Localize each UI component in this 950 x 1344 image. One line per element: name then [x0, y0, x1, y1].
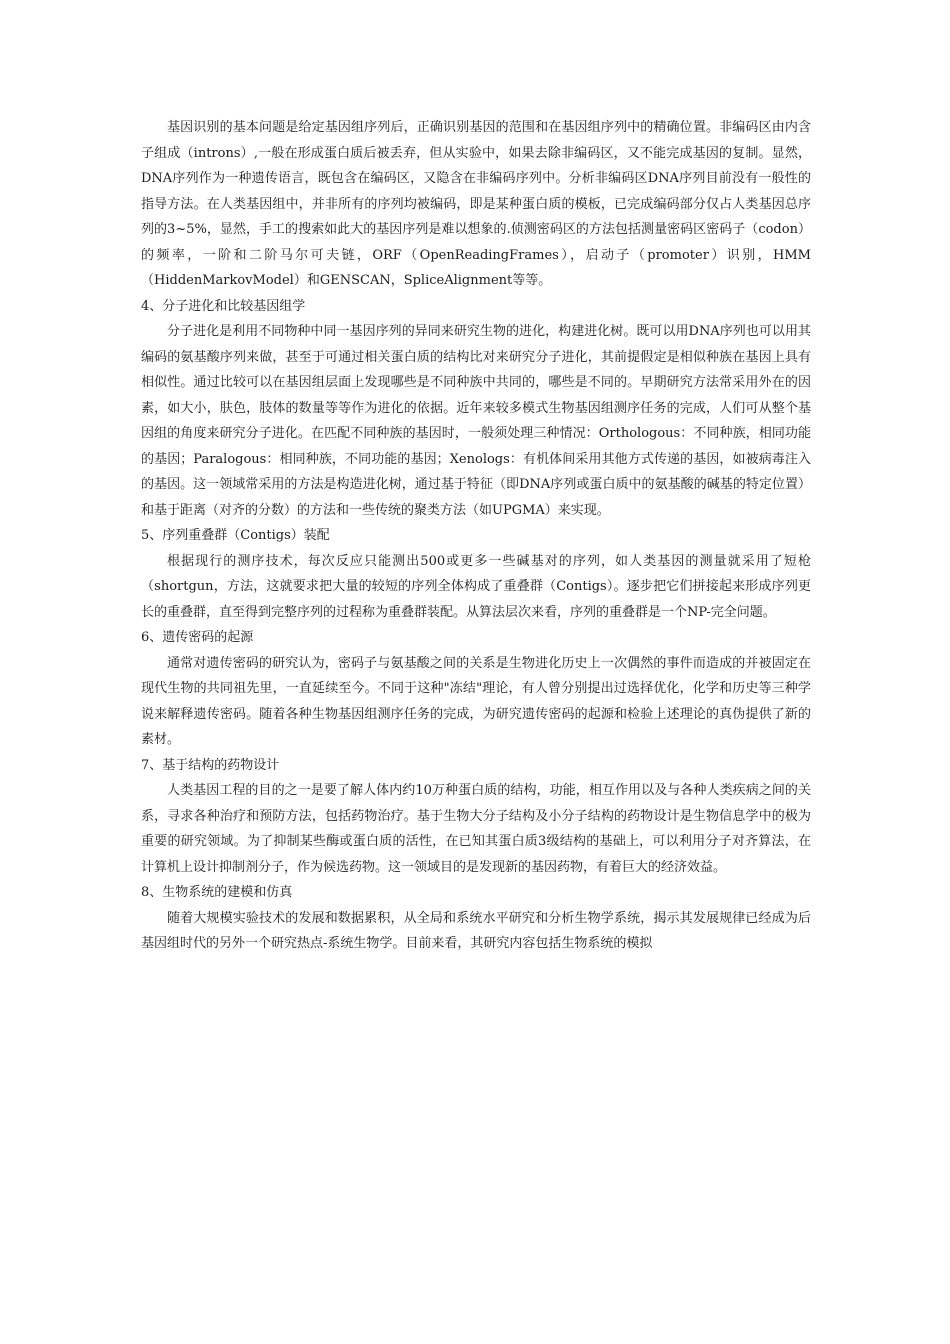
paragraph-genetic-code-origin: 通常对遗传密码的研究认为，密码子与氨基酸之间的关系是生物进化历史上一次偶然的事件而造成的并被固定在现代生物的共同祖先里，一直延续至今。不同于这种"冻结"理论，有人曾分别提出过选择优化，化学和历史等三种学说来解释遗传密码。随着各种生物基因组测序任务的完成，为研究遗传密码的起源和检验上述理论的真伪提供了新的素材。 [141, 655, 811, 747]
paragraph-structure-based-drug-design: 人类基因工程的目的之一是要了解人体内约10万种蛋白质的结构，功能，相互作用以及与各种人类疾病之间的关系，寻求各种治疗和预防方法，包括药物治疗。基于生物大分子结构及小分子结构的药物设计是生物信息学中的极为重要的研究领域。为了抑制某些酶或蛋白质的活性，在已知其蛋白质3级结构的基础上，可以利用分子对齐算法，在计算机上设计抑制剂分子，作为候选药物。这一领域目的是发现新的基因药物，有着巨大的经济效益。 [141, 783, 811, 875]
paragraph-biological-system-modeling: 随着大规模实验技术的发展和数据累积，从全局和系统水平研究和分析生物学系统，揭示其发展规律已经成为后基因组时代的另外一个研究热点-系统生物学。目前来看，其研究内容包括生物系统的模拟 [141, 910, 811, 951]
paragraph-gene-identification: 基因识别的基本问题是给定基因组序列后，正确识别基因的范围和在基因组序列中的精确位置。非编码区由内含子组成（introns）,一般在形成蛋白质后被丢弃，但从实验中，如果去除非编码区，又不能完成基因的复制。显然，DNA序列作为一种遗传语言，既包含在编码区，又隐含在非编码序列中。分析非编码区DNA序列目前没有一般性的指导方法。在人类基因组中，并非所有的序列均被编码，即是某种蛋白质的模板，已完成编码部分仅占人类基因总序列的3~5%，显然，手工的搜索如此大的基因序列是难以想象的.侦测密码区的方法包括测量密码区密码子（codon）的频率，一阶和二阶马尔可夫链，ORF（OpenReadingFrames），启动子（promoter）识别，HMM（HiddenMarkovModel）和GENSCAN，SpliceAlignment等等。 [141, 120, 811, 288]
heading-genetic-code-origin: 6、遗传密码的起源 [141, 630, 254, 645]
paragraph-molecular-evolution: 分子进化是利用不同物种中同一基因序列的异同来研究生物的进化，构建进化树。既可以用DNA序列也可以用其编码的氨基酸序列来做，甚至于可通过相关蛋白质的结构比对来研究分子进化，其前提假定是相似种族在基因上具有相似性。通过比较可以在基因组层面上发现哪些是不同种族中共同的，哪些是不同的。早期研究方法常采用外在的因素，如大小，肤色，肢体的数量等等作为进化的依据。近年来较多模式生物基因组测序任务的完成，人们可从整个基因组的角度来研究分子进化。在匹配不同种族的基因时，一般须处理三种情况：Orthologous：不同种族，相同功能的基因；Paralogous：相同种族，不同功能的基因；Xenologs：有机体间采用其他方式传递的基因，如被病毒注入的基因。这一领域常采用的方法是构造进化树，通过基于特征（即DNA序列或蛋白质中的氨基酸的碱基的特定位置）和基于距离（对齐的分数）的方法和一些传统的聚类方法（如UPGMA）来实现。 [141, 324, 811, 518]
document-page [141, 115, 811, 957]
heading-structure-based-drug-design: 7、基于结构的药物设计 [141, 757, 280, 773]
paragraph-contig-assembly: 根据现行的测序技术，每次反应只能测出500或更多一些碱基对的序列，如人类基因的测量就采用了短枪（shortgun，方法，这就要求把大量的较短的序列全体构成了重叠群（Contigs）。逐步把它们拼接起来形成序列更长的重叠群，直至得到完整序列的过程称为重叠群装配。从算法层次来看，序列的重叠群是一个NP-完全问题。 [141, 553, 811, 620]
heading-biological-system-modeling: 8、生物系统的建模和仿真 [141, 885, 293, 900]
heading-contig-assembly: 5、序列重叠群（Contigs）装配 [141, 528, 330, 543]
heading-molecular-evolution: 4、分子进化和比较基因组学 [141, 298, 306, 314]
